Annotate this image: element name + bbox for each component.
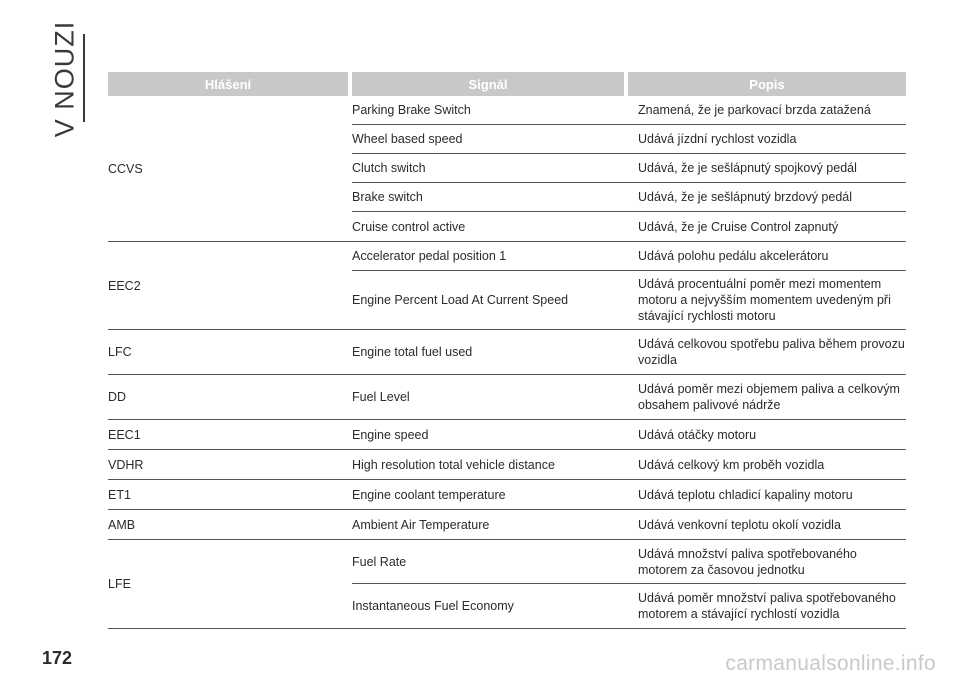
header-signal: Signál xyxy=(352,72,624,96)
signal-rows xyxy=(352,330,906,374)
description-cell: Udává, že je sešlápnutý spojkový pedál xyxy=(638,161,857,175)
table-row xyxy=(352,510,906,539)
signal-cell: High resolution total vehicle distance xyxy=(352,457,555,472)
table-row xyxy=(352,420,906,449)
table-row xyxy=(352,96,906,125)
table-group xyxy=(108,375,906,420)
table-body xyxy=(108,96,906,629)
description-cell: Udává poměr množství paliva spotřebovaného motorem a stávající rychlostí vozidla xyxy=(638,591,896,621)
table-row xyxy=(352,330,906,374)
table-row xyxy=(352,242,906,271)
section-divider xyxy=(83,34,85,122)
table-row xyxy=(352,540,906,584)
signal-cell: Ambient Air Temperature xyxy=(352,517,490,532)
description-cell: Udává množství paliva spotřebovaného motorem za časovou jednotku xyxy=(638,546,857,577)
signal-rows xyxy=(352,540,906,628)
watermark-link[interactable]: carmanualsonline.info xyxy=(725,652,936,675)
description-cell: Udává poměr mezi objemem paliva a celkovým obsahem palivové nádrže xyxy=(638,382,900,412)
message-cell: LFE xyxy=(108,577,131,591)
section-title: V NOUZI xyxy=(49,20,80,138)
signal-cell: Brake switch xyxy=(352,190,423,204)
table-row xyxy=(352,183,906,212)
message-cell: EEC1 xyxy=(108,427,141,442)
signal-cell: Engine total fuel used xyxy=(352,345,473,359)
signal-table xyxy=(108,72,906,629)
description-cell: Udává venkovní teplotu okolí vozidla xyxy=(638,517,841,532)
signal-cell: Cruise control active xyxy=(352,219,466,234)
signal-cell: Engine Percent Load At Current Speed xyxy=(352,293,569,307)
message-cell: ET1 xyxy=(108,487,131,502)
signal-rows xyxy=(352,510,906,539)
header-message: Hlášení xyxy=(108,72,348,96)
table-row xyxy=(352,480,906,509)
signal-rows xyxy=(352,450,906,479)
signal-cell: Fuel Level xyxy=(352,390,410,404)
section-tab xyxy=(49,20,80,138)
signal-cell: Instantaneous Fuel Economy xyxy=(352,599,514,613)
description-cell: Udává, že je Cruise Control zapnutý xyxy=(638,219,839,234)
signal-cell: Engine speed xyxy=(352,427,429,442)
table-group xyxy=(108,420,906,450)
table-group xyxy=(108,242,906,330)
table-group xyxy=(108,96,906,242)
signal-cell: Engine coolant temperature xyxy=(352,487,506,502)
message-cell: DD xyxy=(108,390,127,404)
signal-rows xyxy=(352,480,906,509)
description-cell: Udává teplotu chladicí kapaliny motoru xyxy=(638,487,853,502)
signal-rows xyxy=(352,420,906,449)
table-row xyxy=(352,125,906,154)
table-row xyxy=(352,375,906,419)
signal-cell: Parking Brake Switch xyxy=(352,103,471,117)
table-group xyxy=(108,480,906,510)
description-cell: Znamená, že je parkovací brzda zatažená xyxy=(638,103,871,117)
message-cell: AMB xyxy=(108,517,136,532)
page-number: 172 xyxy=(42,648,73,668)
table-row xyxy=(352,271,906,329)
table-group xyxy=(108,540,906,629)
table-row xyxy=(352,154,906,183)
message-cell: VDHR xyxy=(108,457,144,472)
header-description: Popis xyxy=(628,72,906,96)
table-group xyxy=(108,330,906,375)
message-cell: CCVS xyxy=(108,161,143,176)
message-cell: EEC2 xyxy=(108,278,141,293)
signal-cell: Clutch switch xyxy=(352,161,426,175)
description-cell: Udává procentuální poměr mezi momentem motoru a nejvyšším momentem uvedeným při stávající rychlosti motoru xyxy=(638,277,891,323)
signal-rows xyxy=(352,375,906,419)
description-cell: Udává otáčky motoru xyxy=(638,427,757,442)
signal-rows xyxy=(352,96,906,241)
table-row xyxy=(352,212,906,241)
description-cell: Udává celkový km proběh vozidla xyxy=(638,457,825,472)
signal-cell: Wheel based speed xyxy=(352,132,463,146)
signal-rows xyxy=(352,242,906,329)
table-group xyxy=(108,510,906,540)
signal-cell: Accelerator pedal position 1 xyxy=(352,249,507,263)
table-header xyxy=(108,72,906,96)
description-cell: Udává polohu pedálu akcelerátoru xyxy=(638,249,829,263)
table-group xyxy=(108,450,906,480)
table-row xyxy=(352,584,906,628)
description-cell: Udává, že je sešlápnutý brzdový pedál xyxy=(638,190,853,204)
description-cell: Udává jízdní rychlost vozidla xyxy=(638,132,797,146)
table-row xyxy=(352,450,906,479)
description-cell: Udává celkovou spotřebu paliva během provozu vozidla xyxy=(638,337,905,367)
signal-cell: Fuel Rate xyxy=(352,554,407,569)
message-cell: LFC xyxy=(108,345,132,359)
